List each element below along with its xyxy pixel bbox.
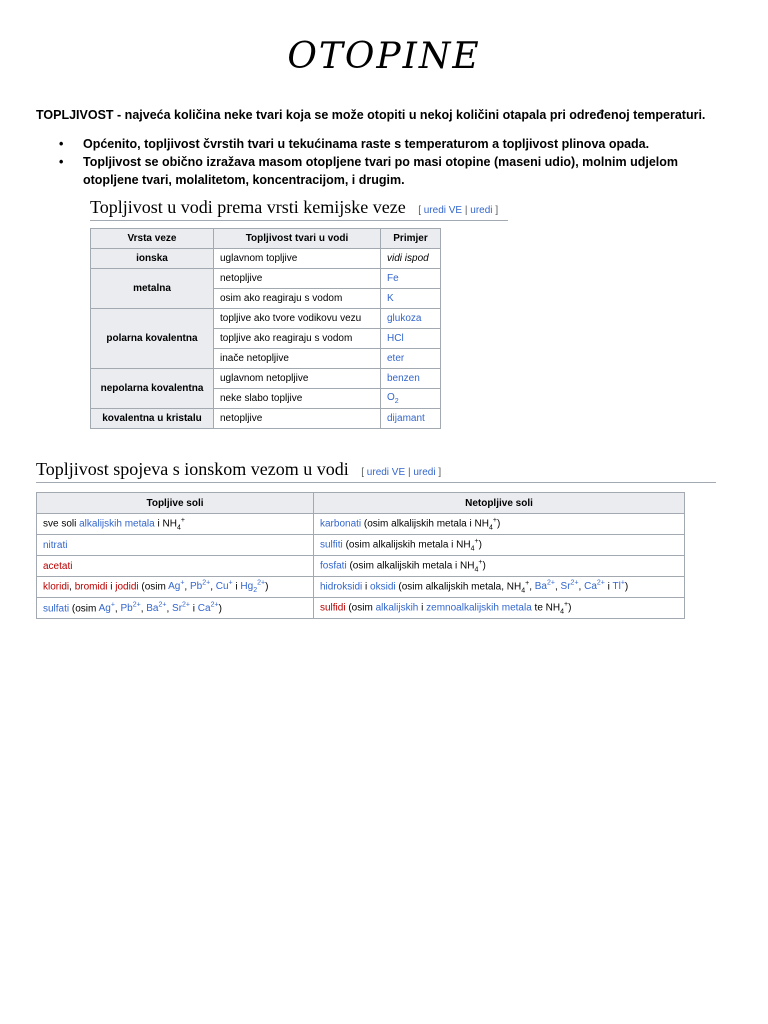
solubility-cell: uglavnom netopljive [214,369,381,389]
example-link[interactable]: Fe [381,269,441,289]
ion-link[interactable]: $Hg_2^{2+}$ [240,579,266,595]
ion-link[interactable]: Cu+ [215,579,233,593]
section-heading-bond-type [90,197,508,221]
example-link[interactable]: dijamant [381,409,441,429]
edit-links: [ uredi VE | uredi ] [418,205,499,216]
soluble-cell: sulfati (osim Ag+, $Pb^{2+}$, $Ba^{2+}$, $Sr^{2+}$ i $Ca^{2+}$) [37,598,314,619]
section-heading-text: Topljivost spojeva s ionskom vezom u vodi [36,459,349,479]
insoluble-cell: sulfiti (osim alkalijskih metala i $NH_4^+$) [314,535,685,556]
edit-ve-link[interactable]: uredi VE [423,205,463,216]
table-row [37,556,685,577]
hydroxides-link[interactable]: hidroksidi [320,581,363,593]
example-cell: vidi ispod [381,249,441,269]
insoluble-cell: sulfidi (osim alkalijskih i zemnoalkalijskih metala te $NH_4^+$) [314,598,685,619]
section-heading-ionic-compounds [36,459,716,483]
edit-link[interactable]: uredi [413,467,436,478]
list-item [36,153,736,189]
iodides-link[interactable]: jodidi [115,581,139,593]
section-heading-text: Topljivost u vodi prema vrsti kemijske veze [90,197,406,217]
ionic-solubility-table [36,492,685,619]
nitrates-link[interactable]: nitrati [43,539,68,551]
list-item [36,135,736,153]
ion-link[interactable]: $Ba^{2+}$ [534,579,555,593]
solubility-cell: topljive ako reagiraju s vodom [214,329,381,349]
table-row [91,309,441,329]
oxides-link[interactable]: oksidi [370,581,396,593]
solubility-cell: netopljive [214,409,381,429]
solubility-cell: netopljive [214,269,381,289]
example-link[interactable]: K [381,289,441,309]
solubility-cell: topljive ako tvore vodikovu vezu [214,309,381,329]
column-header: Primjer [381,229,441,249]
chlorides-link[interactable]: kloridi [43,581,70,593]
column-header: Vrsta veze [91,229,214,249]
bond-type-cell: metalna [91,269,214,309]
column-header: Topljivost tvari u vodi [214,229,381,249]
soluble-cell: sve soli alkalijskih metala i $NH_4^+$ [37,514,314,535]
ion-link[interactable]: $Ba^{2+}$ [146,601,167,615]
table-row [91,249,441,269]
example-link[interactable]: $O_2$ [381,389,441,409]
soluble-cell: kloridi, bromidi i jodidi (osim Ag+, $Pb^{2+}$, Cu+ i $Hg_2^{2+}$) [37,577,314,598]
table-row [37,535,685,556]
column-header: Netopljive soli [314,493,685,514]
bond-solubility-table [90,228,441,429]
table-row [37,577,685,598]
insoluble-cell: hidroksidi i oksidi (osim alkalijskih metala, $NH_4^+$, $Ba^{2+}$, $Sr^{2+}$, $Ca^{2+}$ i Tl+) [314,577,685,598]
ion-link[interactable]: Ag+ [168,579,185,593]
ion-link[interactable]: $Sr^{2+}$ [560,579,579,593]
table-row [37,514,685,535]
bullet-list [36,135,736,189]
ion-link[interactable]: $Ca^{2+}$ [197,601,219,615]
bullet-text: Općenito, topljivost čvrstih tvari u tekućinama raste s temperaturom a topljivost plinova opada. [83,137,650,151]
example-link[interactable]: benzen [381,369,441,389]
edit-links: [ uredi VE | uredi ] [361,467,442,478]
table-row [91,369,441,389]
sulfides-link[interactable]: sulfidi [320,602,346,614]
bond-type-cell: nepolarna kovalentna [91,369,214,409]
table-row [37,598,685,619]
column-header: Topljive soli [37,493,314,514]
bond-type-cell: ionska [91,249,214,269]
bullet-icon: • [59,137,64,151]
ion-link[interactable]: $Pb^{2+}$ [120,601,141,615]
soluble-cell [37,556,314,577]
example-link[interactable]: glukoza [381,309,441,329]
ion-link[interactable]: $Pb^{2+}$ [189,579,211,593]
ion-link[interactable]: Ag+ [98,601,115,615]
acetates-link[interactable]: acetati [43,560,73,572]
insoluble-cell: fosfati (osim alkalijskih metala i $NH_4^+$) [314,556,685,577]
insoluble-cell: karbonati (osim alkalijskih metala i $NH_4^+$) [314,514,685,535]
solubility-cell: uglavnom topljive [214,249,381,269]
table-row [91,409,441,429]
bullet-text: Topljivost se obično izražava masom otopljene tvari po masi otopine (maseni udio), molnim udjelom otopljene tvari, molalitetom, koncentracijom, i drugim. [83,155,679,187]
ion-link[interactable]: Tl+ [612,579,625,593]
bond-type-cell: polarna kovalentna [91,309,214,369]
example-link[interactable]: eter [381,349,441,369]
bond-type-cell: kovalentna u kristalu [91,409,214,429]
ion-link[interactable]: $Ca^{2+}$ [584,579,605,593]
bullet-icon: • [59,155,64,169]
table-row [91,269,441,289]
edit-link[interactable]: uredi [470,205,493,216]
solubility-cell: neke slabo topljive [214,389,381,409]
sulfites-link[interactable]: sulfiti [320,539,343,551]
ion-link[interactable]: $Sr^{2+}$ [172,601,191,615]
edit-ve-link[interactable]: uredi VE [366,467,406,478]
example-link[interactable]: HCl [381,329,441,349]
solubility-cell: inače netopljive [214,349,381,369]
definition-text: - najveća količina neke tvari koja se može otopiti u nekoj količini otapala pri određenoj temperaturi. [113,108,706,122]
phosphates-link[interactable]: fosfati [320,560,347,572]
alkali-link[interactable]: alkalijskih [375,602,419,614]
definition-term: TOPLJIVOST [36,108,114,122]
carbonates-link[interactable]: karbonati [320,518,362,530]
alkaline-earth-link[interactable]: zemnoalkalijskih metala [426,602,532,614]
solubility-cell: osim ako reagiraju s vodom [214,289,381,309]
definition-paragraph [36,108,736,122]
soluble-cell [37,535,314,556]
bromides-link[interactable]: bromidi [74,581,108,593]
alkali-metals-link[interactable]: alkalijskih metala [79,518,155,530]
page-title: OTOPINE [287,36,481,77]
sulfates-link[interactable]: sulfati [43,603,70,615]
